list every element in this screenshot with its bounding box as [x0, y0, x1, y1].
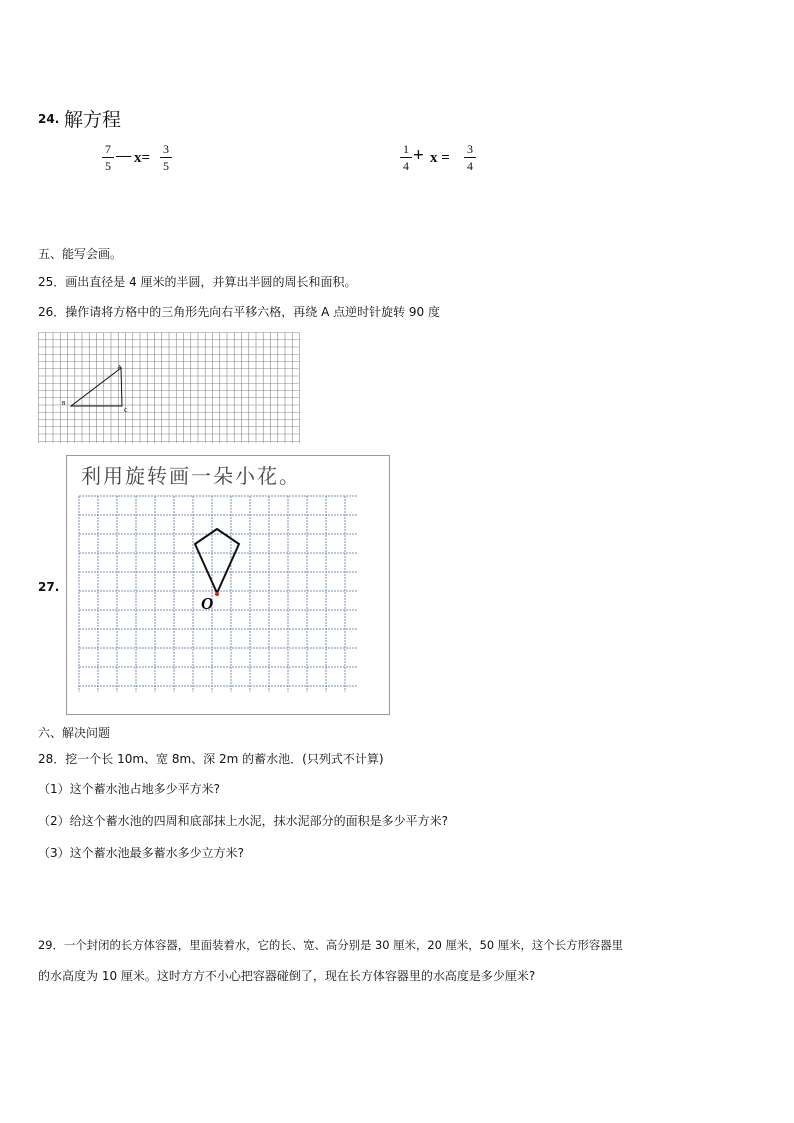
q27-title: 利用旋转画一朵小花。	[81, 464, 301, 488]
point-o-marker	[215, 592, 219, 596]
q27-number: 27.	[38, 580, 60, 594]
eq2-numerator-2: 3	[467, 142, 473, 156]
eq1-variable: x=	[134, 150, 151, 166]
q27-figure	[66, 455, 390, 715]
q26-grid	[38, 332, 300, 444]
eq1-numerator-2: 3	[163, 142, 169, 156]
eq2-denominator-2: 4	[467, 159, 473, 173]
q24-title: 解方程	[64, 109, 122, 131]
q25-text: 25．画出直径是 4 厘米的半圆，并算出半圆的周长和面积。	[38, 275, 357, 289]
label-o: O	[201, 594, 214, 613]
section-5-heading: 五、能写会画。	[38, 247, 123, 261]
q29-line1: 29．一个封闭的长方体容器，里面装着水，它的长、宽、高分别是 30 厘米，20 厘米，50 厘米，这个长方形容器里	[38, 938, 624, 952]
eq1-denominator-2: 5	[163, 159, 169, 173]
section-6-heading: 六、解决问题	[38, 726, 111, 740]
label-b: B	[62, 401, 66, 407]
eq1-operator: —	[116, 148, 131, 164]
q28-text: 28．挖一个长 10m、宽 8m、深 2m 的蓄水池．(只列式不计算)	[38, 752, 384, 766]
q28-sub3: （3）这个蓄水池最多蓄水多少立方米?	[38, 846, 245, 860]
q24-number: 24.	[38, 112, 60, 126]
eq1-numerator-1: 7	[105, 142, 111, 156]
eq2-fraction-1	[400, 142, 412, 173]
eq2-fraction-2	[464, 142, 476, 173]
kite-shape	[195, 529, 239, 593]
eq2-operator: +	[413, 145, 424, 166]
eq2-variable: x =	[430, 150, 450, 166]
q26-text: 26．操作请将方格中的三角形先向右平移六格，再绕 A 点逆时针旋转 90 度	[38, 305, 441, 319]
flower-grid	[67, 456, 389, 714]
eq2-denominator-1: 4	[403, 159, 409, 173]
eq2-numerator-1: 1	[403, 142, 409, 156]
eq1-fraction-1	[102, 142, 114, 173]
label-a: A	[118, 365, 122, 371]
label-c: C	[124, 408, 128, 414]
q29-line2: 的水高度为 10 厘米。这时方方不小心把容器碰倒了，现在长方体容器里的水高度是多少厘米?	[38, 969, 536, 983]
eq1-fraction-2	[160, 142, 172, 173]
q28-sub1: （1）这个蓄水池占地多少平方米?	[38, 782, 221, 796]
q28-sub2: （2）给这个蓄水池的四周和底部抹上水泥，抹水泥部分的面积是多少平方米?	[38, 814, 449, 828]
eq1-denominator-1: 5	[105, 159, 111, 173]
grid-lines	[39, 333, 300, 444]
